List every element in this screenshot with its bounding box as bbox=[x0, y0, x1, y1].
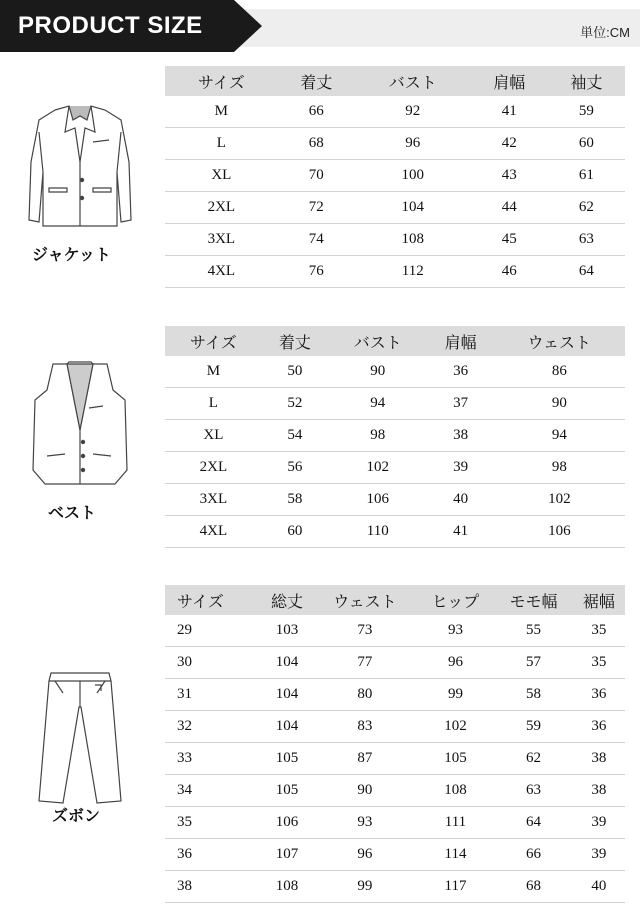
table-cell: 59 bbox=[548, 96, 625, 128]
table-cell: 102 bbox=[328, 452, 427, 484]
table-row bbox=[165, 839, 625, 871]
table-cell: 83 bbox=[313, 711, 416, 743]
table-cell: 55 bbox=[494, 615, 572, 647]
table-cell: 108 bbox=[355, 224, 471, 256]
table-cell: 41 bbox=[471, 96, 548, 128]
table-cell: 107 bbox=[261, 839, 313, 871]
page-title: PRODUCT SIZE bbox=[18, 12, 203, 39]
table-cell: 58 bbox=[494, 679, 572, 711]
table-cell: 61 bbox=[548, 160, 625, 192]
vest-icon bbox=[25, 360, 135, 490]
table-row bbox=[165, 356, 625, 388]
table-cell: L bbox=[165, 128, 278, 160]
table-cell: 106 bbox=[261, 807, 313, 839]
vest-illustration bbox=[10, 360, 150, 522]
table-cell: 39 bbox=[573, 839, 625, 871]
column-header: ウェスト bbox=[313, 585, 416, 615]
jacket-label: ジャケット bbox=[32, 247, 111, 264]
table-cell: 52 bbox=[262, 388, 328, 420]
table-cell: 96 bbox=[313, 839, 416, 871]
column-header: サイズ bbox=[165, 585, 261, 615]
column-header: 着丈 bbox=[262, 326, 328, 356]
pants-size-table bbox=[165, 585, 625, 903]
column-header: ウェスト bbox=[494, 326, 625, 356]
table-cell: 4XL bbox=[165, 516, 262, 548]
table-cell: 92 bbox=[355, 96, 471, 128]
table-cell: 93 bbox=[313, 807, 416, 839]
table-cell: 58 bbox=[262, 484, 328, 516]
table-cell: 80 bbox=[313, 679, 416, 711]
table-cell: 104 bbox=[261, 711, 313, 743]
table-cell: 38 bbox=[165, 871, 261, 903]
table-cell: 96 bbox=[417, 647, 495, 679]
jacket-section bbox=[0, 66, 640, 296]
table-row bbox=[165, 192, 625, 224]
pants-illustration bbox=[10, 667, 150, 825]
table-cell: XL bbox=[165, 420, 262, 452]
table-cell: 62 bbox=[494, 743, 572, 775]
table-row bbox=[165, 711, 625, 743]
table-cell: 98 bbox=[328, 420, 427, 452]
column-header: サイズ bbox=[165, 66, 278, 96]
table-cell: 108 bbox=[261, 871, 313, 903]
table-cell: 29 bbox=[165, 615, 261, 647]
table-cell: 45 bbox=[471, 224, 548, 256]
table-cell: 57 bbox=[494, 647, 572, 679]
pants-label: ズボン bbox=[52, 808, 101, 825]
table-cell: 35 bbox=[573, 615, 625, 647]
table-row bbox=[165, 452, 625, 484]
table-cell: 87 bbox=[313, 743, 416, 775]
table-cell: 104 bbox=[355, 192, 471, 224]
table-cell: 90 bbox=[328, 356, 427, 388]
table-cell: 64 bbox=[548, 256, 625, 288]
table-cell: XL bbox=[165, 160, 278, 192]
table-cell: 90 bbox=[494, 388, 625, 420]
table-cell: 114 bbox=[417, 839, 495, 871]
table-cell: 66 bbox=[494, 839, 572, 871]
table-cell: M bbox=[165, 96, 278, 128]
table-row bbox=[165, 871, 625, 903]
table-cell: 77 bbox=[313, 647, 416, 679]
table-cell: 106 bbox=[494, 516, 625, 548]
pants-section bbox=[0, 585, 640, 915]
table-header-row bbox=[165, 326, 625, 356]
column-header: モモ幅 bbox=[494, 585, 572, 615]
table-cell: M bbox=[165, 356, 262, 388]
table-cell: 56 bbox=[262, 452, 328, 484]
vest-section bbox=[0, 326, 640, 556]
table-cell: 40 bbox=[573, 871, 625, 903]
table-cell: 38 bbox=[573, 743, 625, 775]
table-cell: L bbox=[165, 388, 262, 420]
table-cell: 38 bbox=[573, 775, 625, 807]
table-header-row bbox=[165, 66, 625, 96]
table-cell: 46 bbox=[471, 256, 548, 288]
column-header: 総丈 bbox=[261, 585, 313, 615]
column-header: 袖丈 bbox=[548, 66, 625, 96]
table-row bbox=[165, 679, 625, 711]
table-cell: 72 bbox=[278, 192, 355, 224]
table-cell: 59 bbox=[494, 711, 572, 743]
column-header: バスト bbox=[328, 326, 427, 356]
table-cell: 30 bbox=[165, 647, 261, 679]
table-cell: 63 bbox=[548, 224, 625, 256]
table-cell: 105 bbox=[261, 743, 313, 775]
table-cell: 50 bbox=[262, 356, 328, 388]
column-header: ヒップ bbox=[417, 585, 495, 615]
table-cell: 70 bbox=[278, 160, 355, 192]
table-cell: 90 bbox=[313, 775, 416, 807]
column-header: サイズ bbox=[165, 326, 262, 356]
table-cell: 99 bbox=[417, 679, 495, 711]
header bbox=[0, 0, 640, 52]
table-row bbox=[165, 388, 625, 420]
table-cell: 93 bbox=[417, 615, 495, 647]
column-header: 着丈 bbox=[278, 66, 355, 96]
jacket-size-table bbox=[165, 66, 625, 288]
table-cell: 44 bbox=[471, 192, 548, 224]
table-cell: 3XL bbox=[165, 484, 262, 516]
jacket-illustration bbox=[10, 102, 150, 264]
table-cell: 3XL bbox=[165, 224, 278, 256]
table-cell: 112 bbox=[355, 256, 471, 288]
table-cell: 34 bbox=[165, 775, 261, 807]
table-row bbox=[165, 743, 625, 775]
table-cell: 86 bbox=[494, 356, 625, 388]
table-cell: 36 bbox=[427, 356, 493, 388]
table-cell: 117 bbox=[417, 871, 495, 903]
table-cell: 68 bbox=[278, 128, 355, 160]
table-cell: 62 bbox=[548, 192, 625, 224]
table-cell: 105 bbox=[261, 775, 313, 807]
column-header: 肩幅 bbox=[471, 66, 548, 96]
vest-label: ベスト bbox=[48, 505, 97, 522]
table-cell: 60 bbox=[262, 516, 328, 548]
table-row bbox=[165, 775, 625, 807]
table-cell: 66 bbox=[278, 96, 355, 128]
jacket-icon bbox=[25, 102, 135, 232]
table-cell: 31 bbox=[165, 679, 261, 711]
table-cell: 36 bbox=[573, 711, 625, 743]
table-cell: 106 bbox=[328, 484, 427, 516]
table-cell: 60 bbox=[548, 128, 625, 160]
table-cell: 76 bbox=[278, 256, 355, 288]
table-cell: 4XL bbox=[165, 256, 278, 288]
table-cell: 38 bbox=[427, 420, 493, 452]
table-cell: 94 bbox=[328, 388, 427, 420]
table-cell: 2XL bbox=[165, 192, 278, 224]
table-cell: 103 bbox=[261, 615, 313, 647]
table-row bbox=[165, 128, 625, 160]
table-row bbox=[165, 484, 625, 516]
table-cell: 35 bbox=[573, 647, 625, 679]
table-cell: 41 bbox=[427, 516, 493, 548]
table-cell: 33 bbox=[165, 743, 261, 775]
table-cell: 74 bbox=[278, 224, 355, 256]
column-header: バスト bbox=[355, 66, 471, 96]
table-cell: 54 bbox=[262, 420, 328, 452]
table-cell: 98 bbox=[494, 452, 625, 484]
table-cell: 102 bbox=[417, 711, 495, 743]
table-cell: 36 bbox=[165, 839, 261, 871]
table-cell: 68 bbox=[494, 871, 572, 903]
table-cell: 35 bbox=[165, 807, 261, 839]
table-row bbox=[165, 647, 625, 679]
table-cell: 111 bbox=[417, 807, 495, 839]
table-cell: 94 bbox=[494, 420, 625, 452]
table-row bbox=[165, 807, 625, 839]
pants-icon bbox=[35, 667, 125, 807]
table-header-row bbox=[165, 585, 625, 615]
table-row bbox=[165, 615, 625, 647]
table-cell: 100 bbox=[355, 160, 471, 192]
table-cell: 99 bbox=[313, 871, 416, 903]
vest-size-table bbox=[165, 326, 625, 548]
column-header: 肩幅 bbox=[427, 326, 493, 356]
table-cell: 102 bbox=[494, 484, 625, 516]
table-cell: 96 bbox=[355, 128, 471, 160]
table-row bbox=[165, 420, 625, 452]
table-cell: 63 bbox=[494, 775, 572, 807]
table-row bbox=[165, 96, 625, 128]
table-row bbox=[165, 256, 625, 288]
table-cell: 42 bbox=[471, 128, 548, 160]
table-cell: 37 bbox=[427, 388, 493, 420]
table-cell: 36 bbox=[573, 679, 625, 711]
table-cell: 32 bbox=[165, 711, 261, 743]
table-cell: 2XL bbox=[165, 452, 262, 484]
table-row bbox=[165, 516, 625, 548]
table-row bbox=[165, 224, 625, 256]
table-cell: 104 bbox=[261, 679, 313, 711]
table-row bbox=[165, 160, 625, 192]
table-cell: 73 bbox=[313, 615, 416, 647]
unit-label: 単位:CM bbox=[580, 25, 630, 40]
table-cell: 39 bbox=[573, 807, 625, 839]
table-cell: 39 bbox=[427, 452, 493, 484]
title-banner bbox=[0, 0, 268, 52]
table-cell: 108 bbox=[417, 775, 495, 807]
table-cell: 105 bbox=[417, 743, 495, 775]
table-cell: 64 bbox=[494, 807, 572, 839]
column-header: 裾幅 bbox=[573, 585, 625, 615]
table-cell: 40 bbox=[427, 484, 493, 516]
table-cell: 104 bbox=[261, 647, 313, 679]
table-cell: 43 bbox=[471, 160, 548, 192]
table-cell: 110 bbox=[328, 516, 427, 548]
